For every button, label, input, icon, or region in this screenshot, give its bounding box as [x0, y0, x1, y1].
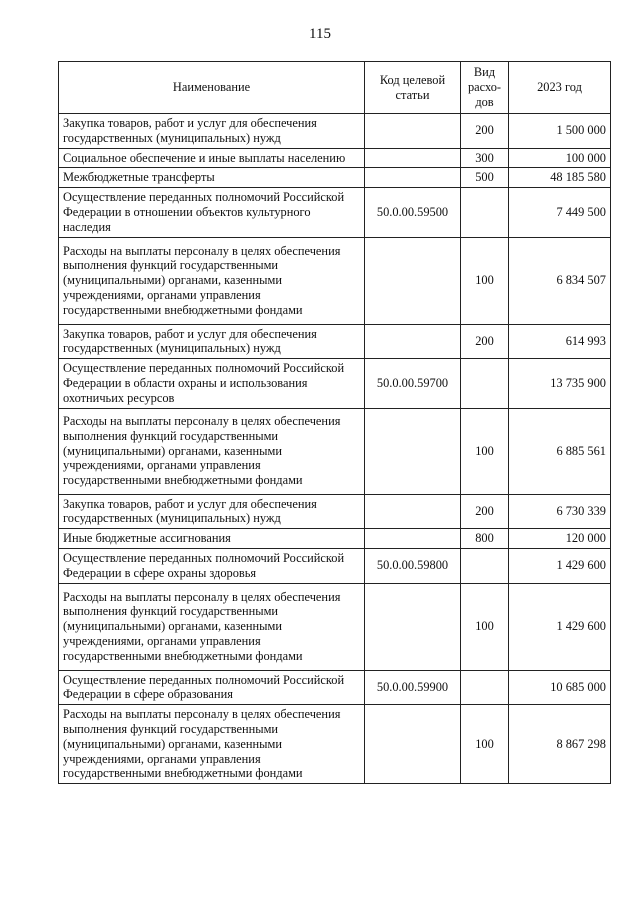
row-name-cell: Закупка товаров, работ и услуг для обеспечения государственных (муниципальных) нужд: [59, 114, 365, 149]
table-row: [59, 359, 611, 408]
table-row: [59, 237, 611, 324]
row-code-cell: [365, 324, 461, 359]
row-type-cell: [461, 188, 509, 237]
row-amount-cell: 1 429 600: [509, 548, 611, 583]
row-name-cell: Осуществление переданных полномочий Российской Федерации в сфере охраны здоровья: [59, 548, 365, 583]
row-name-cell: Социальное обеспечение и иные выплаты населению: [59, 148, 365, 168]
row-amount-cell: 1 429 600: [509, 583, 611, 670]
row-code-cell: 50.0.00.59900: [365, 670, 461, 705]
row-name-cell: Осуществление переданных полномочий Российской Федерации в сфере образования: [59, 670, 365, 705]
header-year: 2023 год: [509, 62, 611, 114]
row-amount-cell: 6 834 507: [509, 237, 611, 324]
row-code-cell: [365, 148, 461, 168]
table-row: [59, 583, 611, 670]
row-type-cell: 200: [461, 494, 509, 529]
row-code-cell: [365, 583, 461, 670]
row-code-cell: 50.0.00.59800: [365, 548, 461, 583]
row-name-cell: Закупка товаров, работ и услуг для обеспечения государственных (муниципальных) нужд: [59, 324, 365, 359]
row-amount-cell: 48 185 580: [509, 168, 611, 188]
row-amount-cell: 6 730 339: [509, 494, 611, 529]
row-type-cell: 100: [461, 237, 509, 324]
row-type-cell: 200: [461, 324, 509, 359]
row-code-cell: 50.0.00.59500: [365, 188, 461, 237]
row-type-cell: 100: [461, 705, 509, 784]
table-row: [59, 548, 611, 583]
table-row: [59, 529, 611, 549]
header-name: Наименование: [59, 62, 365, 114]
table-row: [59, 670, 611, 705]
row-amount-cell: 6 885 561: [509, 408, 611, 494]
row-type-cell: [461, 670, 509, 705]
table-row: [59, 148, 611, 168]
table-row: [59, 408, 611, 494]
row-amount-cell: 13 735 900: [509, 359, 611, 408]
row-amount-cell: 120 000: [509, 529, 611, 549]
row-code-cell: [365, 705, 461, 784]
row-type-cell: 100: [461, 583, 509, 670]
row-code-cell: [365, 114, 461, 149]
row-name-cell: Осуществление переданных полномочий Российской Федерации в отношении объектов культурного наследия: [59, 188, 365, 237]
row-amount-cell: 10 685 000: [509, 670, 611, 705]
row-name-cell: Расходы на выплаты персоналу в целях обеспечения выполнения функций государственными (муниципальными) органами, казенными учреждениями, органами управления государственными внебюджетными фондами: [59, 408, 365, 494]
row-code-cell: [365, 237, 461, 324]
table-row: [59, 188, 611, 237]
row-amount-cell: 8 867 298: [509, 705, 611, 784]
row-code-cell: [365, 529, 461, 549]
row-code-cell: [365, 494, 461, 529]
table-row: [59, 494, 611, 529]
row-type-cell: 100: [461, 408, 509, 494]
table-body: [59, 114, 611, 784]
header-row: [59, 62, 611, 114]
row-amount-cell: 7 449 500: [509, 188, 611, 237]
table-row: [59, 114, 611, 149]
row-amount-cell: 100 000: [509, 148, 611, 168]
row-name-cell: Расходы на выплаты персоналу в целях обеспечения выполнения функций государственными (муниципальными) органами, казенными учреждениями, органами управления государственными внебюджетными фондами: [59, 237, 365, 324]
row-code-cell: [365, 168, 461, 188]
table-row: [59, 324, 611, 359]
row-type-cell: 500: [461, 168, 509, 188]
row-type-cell: 300: [461, 148, 509, 168]
table-row: [59, 705, 611, 784]
table-row: [59, 168, 611, 188]
budget-table: [58, 61, 611, 784]
row-name-cell: Закупка товаров, работ и услуг для обеспечения государственных (муниципальных) нужд: [59, 494, 365, 529]
page-number: 115: [309, 26, 331, 42]
row-type-cell: [461, 359, 509, 408]
row-name-cell: Осуществление переданных полномочий Российской Федерации в области охраны и использования охотничьих ресурсов: [59, 359, 365, 408]
row-name-cell: Иные бюджетные ассигнования: [59, 529, 365, 549]
row-type-cell: 200: [461, 114, 509, 149]
row-code-cell: [365, 408, 461, 494]
row-code-cell: 50.0.00.59700: [365, 359, 461, 408]
row-name-cell: Расходы на выплаты персоналу в целях обеспечения выполнения функций государственными (муниципальными) органами, казенными учреждениями, органами управления государственными внебюджетными фондами: [59, 583, 365, 670]
row-type-cell: 800: [461, 529, 509, 549]
row-amount-cell: 1 500 000: [509, 114, 611, 149]
row-name-cell: Межбюджетные трансферты: [59, 168, 365, 188]
row-name-cell: Расходы на выплаты персоналу в целях обеспечения выполнения функций государственными (муниципальными) органами, казенными учреждениями, органами управления государственными внебюджетными фондами: [59, 705, 365, 784]
row-type-cell: [461, 548, 509, 583]
row-amount-cell: 614 993: [509, 324, 611, 359]
header-code: Код целевой статьи: [365, 62, 461, 114]
table-header: [59, 62, 611, 114]
header-type: Вид расхо- дов: [461, 62, 509, 114]
